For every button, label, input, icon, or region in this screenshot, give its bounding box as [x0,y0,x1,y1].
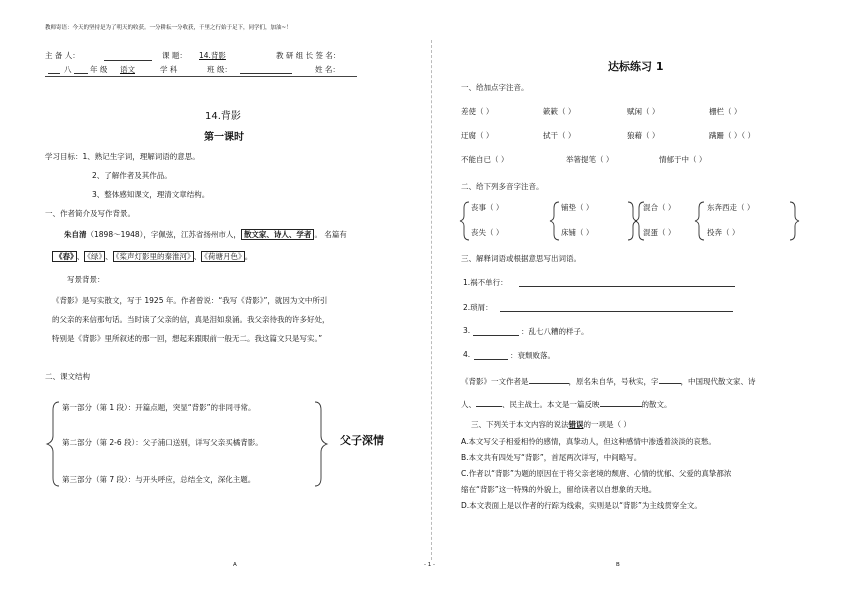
header-rule [45,76,357,77]
grade-pre-blank [48,73,60,74]
polyphone-item[interactable]: 床铺（ ） [561,228,594,237]
pinyin-item[interactable]: 举箸提笔（ ） [566,155,614,164]
pinyin-item[interactable]: 簌簌（ ） [543,107,576,116]
author-intro [64,229,347,240]
q-select-error-word: 错误 [568,420,584,429]
polyphone-item[interactable]: 混蛋（ ） [643,228,676,237]
word-1-answer-line[interactable] [519,286,735,287]
pinyin-item[interactable]: 差使（ ） [461,107,494,116]
background-line-1: 《背影》是写实散文，写于 1925 年。作者曾说：“我写《背影》”，就因为文中所引 [52,296,328,305]
author-roles: 散文家、诗人、学者 [241,229,315,240]
work-sep: 、 [193,252,202,261]
work-4: 《荷塘月色》 [201,251,245,262]
author-fill-text: 人、 [461,400,476,409]
word-3-meaning: ：乱七八糟的样子。 [521,327,589,336]
option-d: D.本文表面上是以作者的行踪为线索，实则是以“背影”为主线贯穿全文。 [461,501,702,510]
word-4-label: 4. [463,350,471,359]
author-fill-line-1 [461,376,756,387]
polyphone-item[interactable]: 丧失（ ） [471,228,504,237]
subject-label: 学 科 [160,65,178,74]
word-1-label: 1.祸不单行： [463,278,508,287]
polyphone-item[interactable]: 铺垫（ ） [561,203,594,212]
word-4-answer-line[interactable] [474,359,508,360]
work-sep: 、 [105,252,113,261]
name-label: 姓 名： [315,65,340,74]
work-2: 《绿》 [84,251,105,262]
pinyin-item[interactable]: 蹒跚（ ）（ ） [709,131,756,140]
author-name-blank[interactable] [529,383,569,384]
polyphone-item[interactable]: 混合（ ） [643,203,676,212]
structure-part-3: 第三部分（第 7 段）：与开头呼应，总结全文，深化主题。 [62,475,256,484]
author-fill-line-2 [461,399,672,410]
author-fill-text: ，原名朱自华，号秋实，字 [568,377,659,386]
q-select-text: 的一项是（ ） [583,420,631,429]
author-text-2: 。 名篇有 [314,230,347,239]
lesson-title: 14.背影 [205,111,241,122]
leader-signature-label: 教 研 组 长 签 名： [276,51,341,60]
author-fill-text: 的散文。 [641,400,672,409]
author-text-1: （1898～1948），字佩弦，江苏省扬州市人， [86,230,241,239]
polyphone-item[interactable]: 丧事（ ） [471,203,504,212]
pinyin-item[interactable]: 情郁于中（ ） [659,155,707,164]
pinyin-item[interactable]: 不能自已（ ） [461,155,509,164]
word-2-answer-line[interactable] [500,311,733,312]
grade-post-blank [74,73,88,74]
word-2-label: 2.琐屑： [463,303,493,312]
background-line-2: 的父亲的来信那句话。当时读了父亲的信，真是泪如泉涌。我父亲待我的许多好处， [52,315,330,324]
author-role-blank[interactable] [476,406,502,407]
word-3-answer-line[interactable] [473,335,519,336]
grade-label: 年 级 [90,65,108,74]
author-courtesy-blank[interactable] [659,383,681,384]
option-c-cont: 缩在“背影”这一特殊的外貌上，留给读者以自想象的天地。 [461,485,657,494]
polyphone-item[interactable]: 东奔西走（ ） [707,203,755,212]
page-number: - 1 - [424,562,435,568]
footer-right-mark: B [616,562,620,568]
pinyin-item[interactable]: 栅栏（ ） [709,107,742,116]
word-3-label: 3. [463,326,471,335]
work-3: 《桨声灯影里的秦淮河》 [113,251,194,262]
pinyin-item[interactable]: 狼藉（ ） [627,131,660,140]
lesson-period: 第一课时 [204,132,244,143]
goal-3: 3、整体感知课文，理清文章结构。 [92,190,210,199]
option-c: C.作者以“背影”为题的原因在于将父亲老境的颓唐、心情的忧郁、父爱的真挚都浓 [461,469,732,478]
work-end: 。 [244,252,253,261]
work-1: 《春》 [52,251,77,262]
pinyin-item[interactable]: 拭干（ ） [543,131,576,140]
section-structure-heading: 二、课文结构 [45,372,90,381]
topic-value: 14.背影 [199,51,226,60]
goal-1: 学习目标：1、熟记生字词，理解词语的意思。 [45,152,200,161]
exercise-title: 达标练习 1 [608,60,664,73]
theme-blank[interactable] [600,406,642,407]
work-sep: 、 [76,252,85,261]
word-4-meaning: ：衰颓败落。 [510,351,555,360]
option-a: A.本文写父子相爱相怜的感情，真挚动人，但这种感情中渗透着淡淡的哀愁。 [461,437,716,446]
option-b: B.本文共有四处写“背影”，首尾两次详写，中间略写。 [461,453,642,462]
polyphone-item[interactable]: 投奔（ ） [707,228,740,237]
goal-2: 2、了解作者及其作品。 [92,171,172,180]
author-fill-text: 《背影》一文作者是 [461,377,529,386]
works-list [52,251,252,262]
background-line-3: 特别是《背影》里所叙述的那一回，想起来跟眼前一般无二。我这篇文只是写实。” [52,334,323,343]
structure-part-1: 第一部分（第 1 段）：开篇点题，突显“背影”的非同寻常。 [62,403,256,412]
q-select-heading [471,419,631,430]
structure-part-2: 第二部分（第 2-6 段）：父子浦口送别，详写父亲买橘背影。 [62,438,263,447]
author-fill-text: 、民主战士。本文是一篇反映 [502,400,600,409]
author-fill-text: ，中国现代散文家、诗 [680,377,756,386]
preparer-label: 主 备 人： [45,51,80,60]
pinyin-item[interactable]: 迂腐（ ） [461,131,494,140]
structure-theme: 父子深情 [340,434,384,447]
topic-label: 课 题： [162,51,187,60]
grade-value: 八 [64,65,72,74]
header-motto: 教师寄语：今天的坚持是为了明天的收获。一分耕耘一分收获，千里之行始于足下，同学们，加油~！ [45,25,292,31]
preparer-blank[interactable] [104,60,152,61]
class-blank[interactable] [240,73,292,74]
background-label: 写景背景： [67,275,105,284]
author-name: 朱自清 [64,230,87,239]
q-select-text: 三、下列关于本文内容的说法 [471,420,569,429]
footer-left-mark: A [233,562,237,568]
q2-heading: 二、给下列多音字注音。 [461,182,544,191]
subject-value: 语文 [120,65,135,74]
class-label: 班 级： [207,65,232,74]
section-author-heading: 一、作者简介及写作背景。 [45,209,135,218]
q1-heading: 一、给加点字注音。 [461,83,529,92]
q3-heading: 三、解释词语或根据意思写出词语。 [461,254,581,263]
pinyin-item[interactable]: 赋闲（ ） [627,107,660,116]
page-divider [431,40,432,560]
